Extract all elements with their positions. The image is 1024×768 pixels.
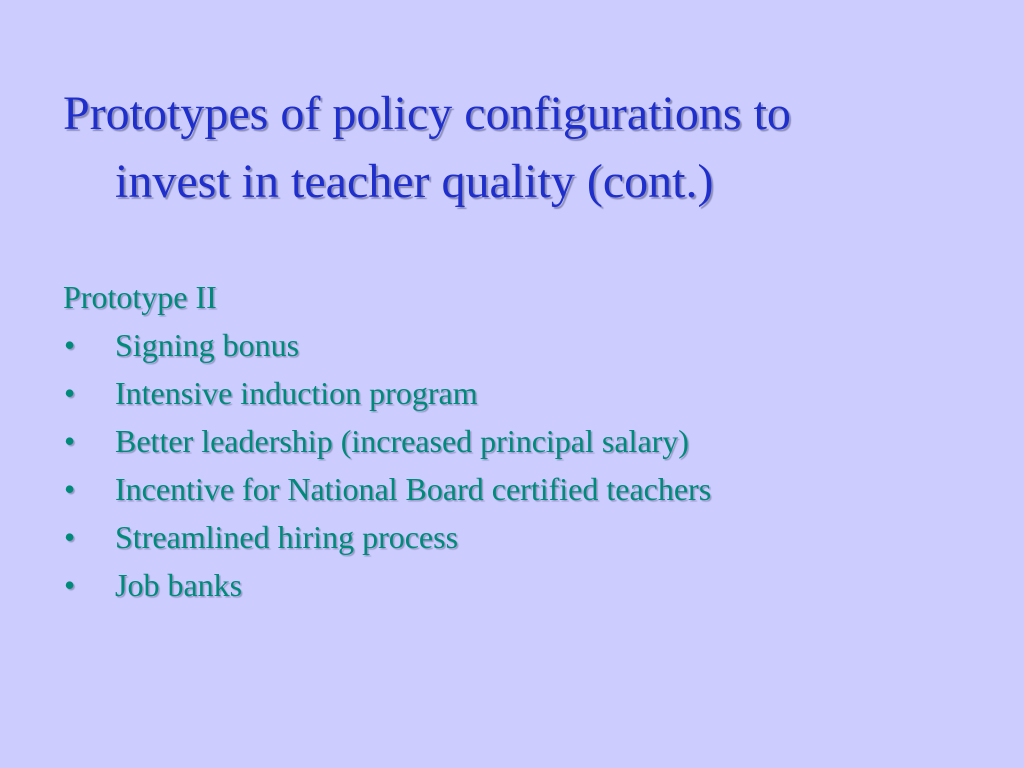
list-item <box>63 513 963 561</box>
title-line-2: invest in teacher quality (cont.) <box>115 155 714 208</box>
bullet-icon: • <box>64 423 76 459</box>
bullet-icon: • <box>64 471 76 507</box>
bullet-icon: • <box>64 519 76 555</box>
list-item-text: Incentive for National Board certified teachers <box>115 471 712 507</box>
list-item <box>63 465 963 513</box>
list-item-text: Job banks <box>115 567 243 603</box>
bullet-icon: • <box>64 567 76 603</box>
slide-title <box>63 80 963 216</box>
list-item-text: Signing bonus <box>115 327 300 363</box>
bullet-icon: • <box>64 327 76 363</box>
list-item <box>63 417 963 465</box>
list-item <box>63 321 963 369</box>
slide-body <box>63 273 963 609</box>
list-item-text: Intensive induction program <box>115 375 478 411</box>
list-item-text: Streamlined hiring process <box>115 519 459 555</box>
title-line-1: Prototypes of policy configurations to <box>63 87 791 140</box>
list-item <box>63 561 963 609</box>
list-item-text: Better leadership (increased principal salary) <box>115 423 689 459</box>
bullet-list <box>63 321 963 609</box>
bullet-icon: • <box>64 375 76 411</box>
prototype-heading: Prototype II <box>63 279 217 315</box>
list-item <box>63 369 963 417</box>
